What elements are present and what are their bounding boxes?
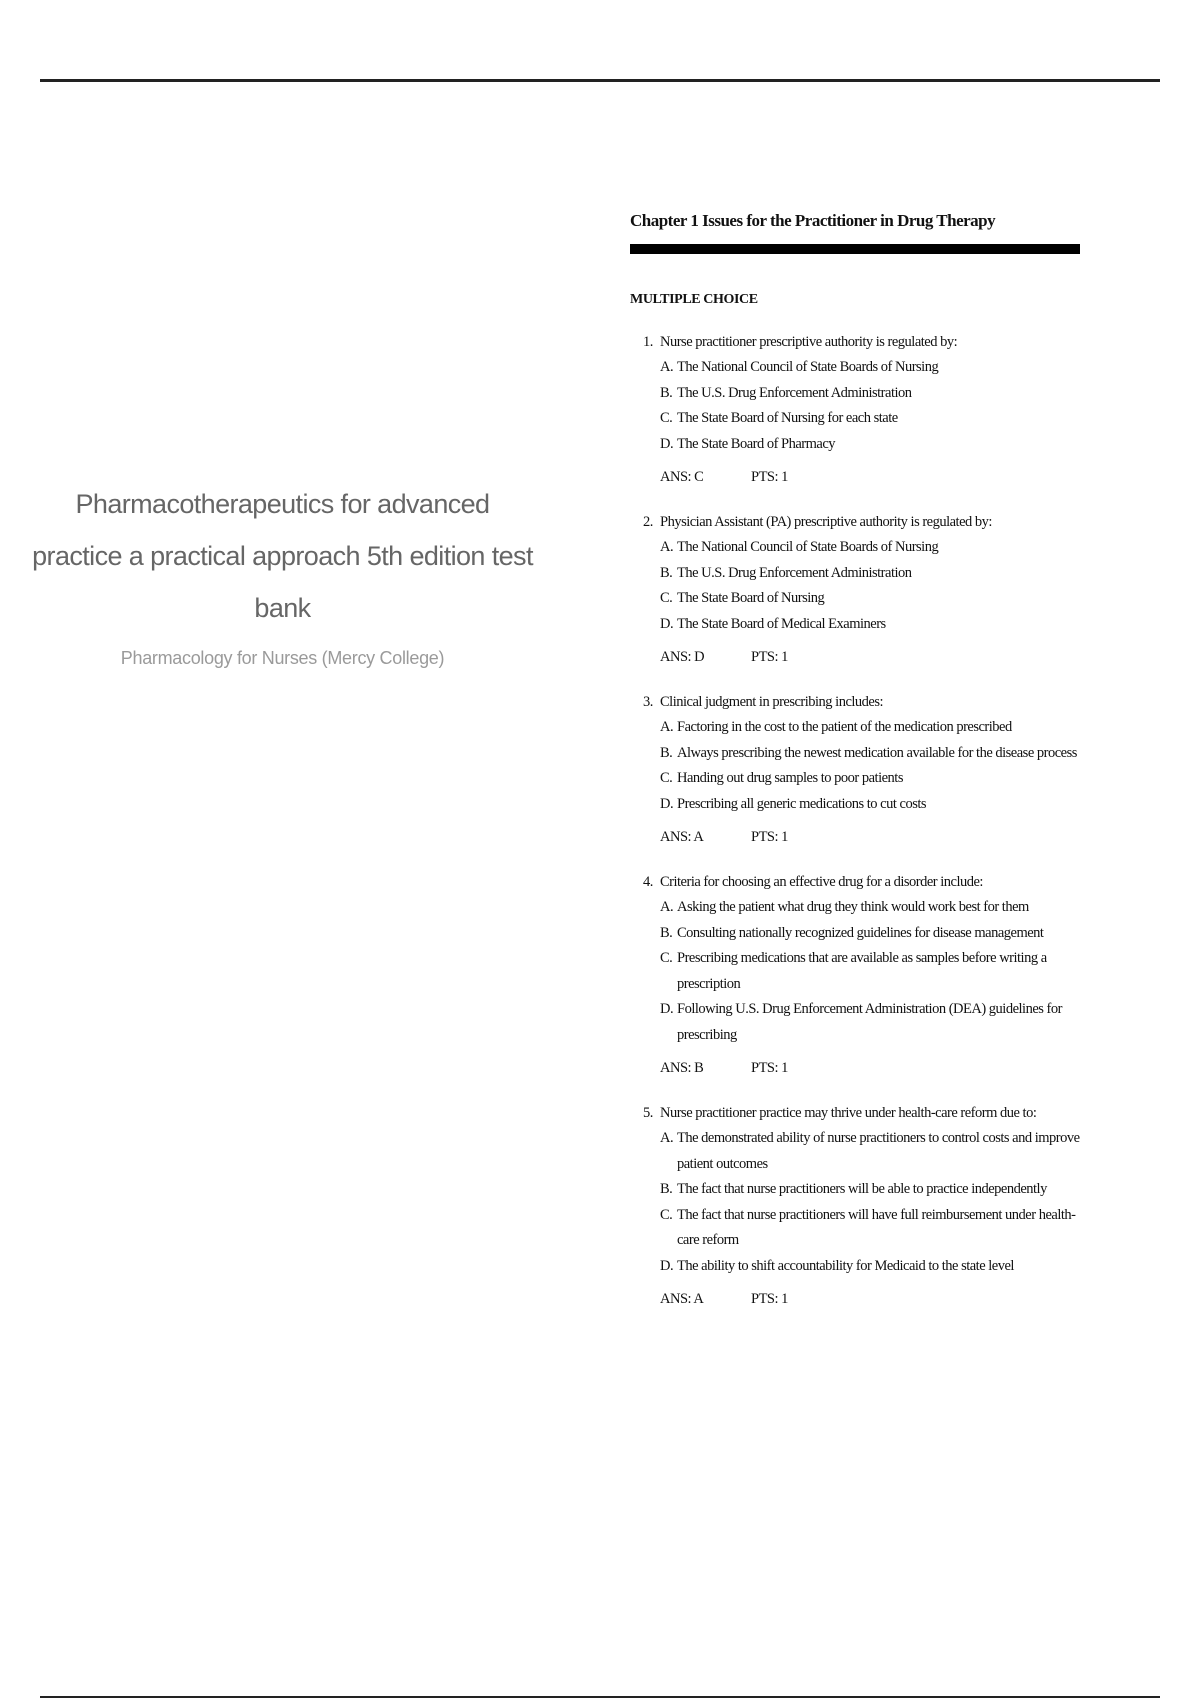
option-b — [660, 381, 1080, 407]
answer-line — [660, 465, 1080, 490]
option-letter: A. — [660, 1130, 674, 1146]
question-5 — [643, 1101, 1080, 1312]
option-b — [660, 561, 1080, 587]
option-letter: B. — [660, 744, 673, 761]
question-stem — [643, 870, 1080, 895]
option-letter: C. — [660, 590, 673, 606]
option-list — [660, 715, 1080, 817]
option-text: The fact that nurse practitioners will have full reimbursement under health-care reform — [677, 1206, 1076, 1248]
question-list — [630, 330, 1080, 1312]
option-letter: B. — [660, 924, 673, 941]
option-text: The U.S. Drug Enforcement Administration — [677, 564, 912, 581]
question-number: 1. — [643, 334, 653, 350]
option-a — [660, 895, 1080, 921]
option-d — [660, 432, 1080, 458]
option-text: Prescribing medications that are available as samples before writing a prescription — [677, 950, 1047, 992]
question-number: 2. — [643, 514, 653, 530]
option-letter: D. — [660, 1257, 674, 1274]
option-text: Asking the patient what drug they think would work best for them — [677, 899, 1029, 915]
option-text: The State Board of Nursing — [677, 590, 825, 606]
question-number: 5. — [643, 1105, 653, 1121]
option-letter: A. — [660, 539, 674, 555]
option-letter: B. — [660, 564, 673, 581]
question-text: Physician Assistant (PA) prescriptive authority is regulated by: — [660, 514, 992, 530]
question-3 — [643, 690, 1080, 850]
option-d — [660, 612, 1080, 638]
question-1 — [643, 330, 1080, 490]
option-letter: D. — [660, 615, 674, 632]
option-text: The U.S. Drug Enforcement Administration — [677, 384, 912, 401]
answer-line — [660, 825, 1080, 850]
option-letter: C. — [660, 1206, 673, 1223]
option-a — [660, 355, 1080, 381]
chapter-title: Chapter 1 Issues for the Practitioner in Drug Therapy — [630, 211, 996, 230]
question-4 — [643, 870, 1080, 1081]
option-c — [660, 766, 1080, 792]
option-d — [660, 1254, 1080, 1280]
option-list — [660, 1126, 1080, 1279]
question-stem — [643, 690, 1080, 715]
document-info-panel — [30, 478, 535, 669]
option-letter: B. — [660, 384, 673, 401]
option-c — [660, 406, 1080, 432]
points-value: PTS: 1 — [751, 1291, 788, 1307]
option-text: The ability to shift accountability for Medicaid to the state level — [677, 1257, 1014, 1274]
option-text: The State Board of Pharmacy — [677, 435, 836, 452]
option-text: The demonstrated ability of nurse practitioners to control costs and improve patient outcomes — [677, 1130, 1080, 1172]
answer-key: ANS: A — [660, 1291, 704, 1307]
question-stem — [643, 1101, 1080, 1126]
option-a — [660, 1126, 1080, 1177]
option-a — [660, 535, 1080, 561]
section-heading: MULTIPLE CHOICE — [630, 292, 758, 307]
question-text: Nurse practitioner prescriptive authority is regulated by: — [660, 334, 958, 350]
option-text: Following U.S. Drug Enforcement Administration (DEA) guidelines for prescribing — [677, 1001, 1062, 1043]
points-value: PTS: 1 — [751, 829, 788, 845]
answer-key: ANS: B — [660, 1060, 704, 1076]
points-value: PTS: 1 — [751, 469, 788, 485]
option-text: Always prescribing the newest medication available for the disease process — [677, 744, 1077, 761]
option-text: Handing out drug samples to poor patients — [677, 770, 903, 786]
option-text: Consulting nationally recognized guidelines for disease management — [677, 924, 1044, 941]
option-letter: A. — [660, 719, 674, 735]
question-text: Criteria for choosing an effective drug for a disorder include: — [660, 874, 983, 890]
answer-key: ANS: D — [660, 649, 705, 665]
option-c — [660, 946, 1080, 997]
option-text: The State Board of Nursing for each state — [677, 410, 898, 426]
header-rule — [40, 79, 1160, 82]
answer-line — [660, 1287, 1080, 1312]
option-c — [660, 586, 1080, 612]
option-letter: C. — [660, 950, 673, 966]
option-b — [660, 741, 1080, 767]
option-d — [660, 997, 1080, 1048]
question-2 — [643, 510, 1080, 670]
answer-line — [660, 1056, 1080, 1081]
option-d — [660, 792, 1080, 818]
answer-key: ANS: C — [660, 469, 704, 485]
page-preview — [630, 208, 1080, 1332]
option-b — [660, 921, 1080, 947]
option-letter: A. — [660, 359, 674, 375]
option-letter: A. — [660, 899, 674, 915]
course-name: Pharmacology for Nurses (Mercy College) — [120, 648, 445, 668]
option-list — [660, 355, 1080, 457]
answer-line — [660, 645, 1080, 670]
question-stem — [643, 510, 1080, 535]
option-c — [660, 1203, 1080, 1254]
chapter-divider — [630, 244, 1080, 254]
option-letter: C. — [660, 410, 673, 426]
question-stem — [643, 330, 1080, 355]
option-text: Factoring in the cost to the patient of the medication prescribed — [677, 719, 1012, 735]
option-letter: D. — [660, 435, 674, 452]
points-value: PTS: 1 — [751, 649, 788, 665]
option-list — [660, 535, 1080, 637]
points-value: PTS: 1 — [751, 1060, 788, 1076]
option-letter: D. — [660, 795, 674, 812]
option-a — [660, 715, 1080, 741]
question-number: 3. — [643, 694, 653, 710]
option-text: The State Board of Medical Examiners — [677, 615, 886, 632]
option-b — [660, 1177, 1080, 1203]
document-title: Pharmacotherapeutics for advanced practice a practical approach 5th edition test bank — [32, 489, 533, 623]
option-text: The National Council of State Boards of Nursing — [677, 539, 939, 555]
option-letter: D. — [660, 1001, 674, 1017]
option-letter: C. — [660, 770, 673, 786]
question-number: 4. — [643, 874, 653, 890]
answer-key: ANS: A — [660, 829, 704, 845]
option-list — [660, 895, 1080, 1048]
option-text: The fact that nurse practitioners will be able to practice independently — [677, 1181, 1047, 1197]
option-text: The National Council of State Boards of Nursing — [677, 359, 939, 375]
option-letter: B. — [660, 1181, 673, 1197]
footer-rule — [40, 1696, 1160, 1698]
question-text: Nurse practitioner practice may thrive under health-care reform due to: — [660, 1105, 1037, 1121]
option-text: Prescribing all generic medications to cut costs — [677, 795, 927, 812]
question-text: Clinical judgment in prescribing includes: — [660, 694, 884, 710]
